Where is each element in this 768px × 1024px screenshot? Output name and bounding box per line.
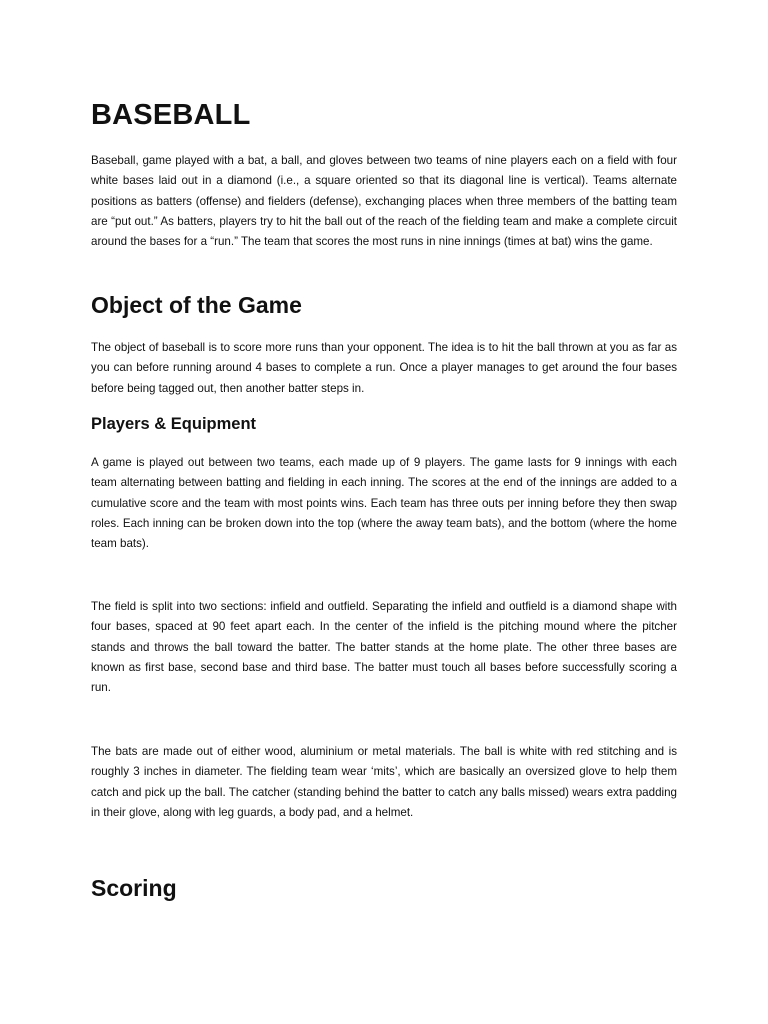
- object-paragraph: The object of baseball is to score more runs than your opponent. The idea is to hit the ball thrown at you as far as you can before running around 4 bases to complete a run. Once a player manages to get around the four bases before being tagged out, then another batter steps in.: [91, 341, 677, 395]
- intro-paragraph: Baseball, game played with a bat, a ball, and gloves between two teams of nine players each on a field with four white bases laid out in a diamond (i.e., a square oriented so that its diagonal line is vertical). Teams alternate positions as batters (offense) and fielders (defense), exchanging places when three members of the batting team are “put out.” As batters, players try to hit the ball out of the reach of the fielding team and make a complete circuit around the bases for a “run.” The team that scores the most runs in nine innings (times at bat) wins the game.: [91, 154, 677, 249]
- players-paragraph-2: The field is split into two sections: infield and outfield. Separating the infield and outfield is a diamond shape with four bases, spaced at 90 feet apart each. In the center of the infield is the pitching mound where the pitcher stands and throws the ball toward the batter. The batter stands at the home plate. The other three bases are known as first base, second base and third base. The batter must touch all bases before successfully scoring a run.: [91, 600, 677, 695]
- scoring-heading: Scoring: [91, 875, 177, 901]
- players-paragraph-1: A game is played out between two teams, each made up of 9 players. The game lasts for 9 innings with each team alternating between batting and fielding in each inning. The scores at the end of the innings are added to a cumulative score and the team with most points wins. Each team has three outs per inning before they then swap roles. Each inning can be broken down into the top (where the away team bats), and the bottom (where the home team bats).: [91, 456, 677, 551]
- players-heading: Players & Equipment: [91, 415, 257, 433]
- document-title: BASEBALL: [91, 99, 251, 131]
- players-paragraph-3: The bats are made out of either wood, aluminium or metal materials. The ball is white with red stitching and is roughly 3 inches in diameter. The fielding team wear ‘mits’, which are basically an oversized glove to help them catch and pick up the ball. The catcher (standing behind the batter to catch any balls missed) wears extra padding in their glove, along with leg guards, a body pad, and a helmet.: [91, 745, 677, 819]
- object-heading: Object of the Game: [91, 292, 302, 318]
